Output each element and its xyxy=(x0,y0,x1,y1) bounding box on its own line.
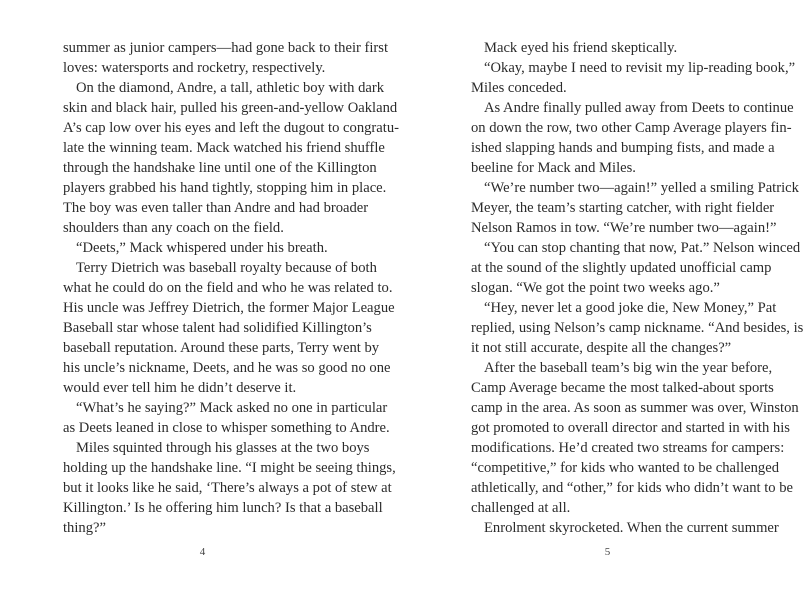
text-line: Miles conceded. xyxy=(471,80,567,96)
text-line: as Deets leaned in close to whisper something to Andre. xyxy=(63,420,390,436)
text-line: baseball reputation. Around these parts, Terry went by xyxy=(63,340,380,356)
right-page xyxy=(405,0,810,589)
text-line: Nelson Ramos in tow. “We’re number two—again!” xyxy=(471,220,777,236)
text-line: holding up the handshake line. “I might be seeing things, xyxy=(63,460,396,476)
page-number: 5 xyxy=(604,546,611,558)
text-line: replied, using Nelson’s camp nickname. “And besides, is xyxy=(471,320,804,336)
text-line: players grabbed his hand tightly, stopping him in place. xyxy=(63,180,387,196)
text-line: “Deets,” Mack whispered under his breath. xyxy=(76,240,328,256)
text-line: “Hey, never let a good joke die, New Money,” Pat xyxy=(484,300,777,316)
text-line: Meyer, the team’s starting catcher, with right fielder xyxy=(471,200,775,216)
text-line: On the diamond, Andre, a tall, athletic boy with dark xyxy=(76,80,385,96)
text-line: Killington.’ Is he offering him lunch? Is that a baseball xyxy=(63,500,383,516)
text-line: shoulders than any coach on the field. xyxy=(63,220,284,236)
left-page-text xyxy=(63,38,399,538)
text-line: modifications. He’d created two streams for campers: xyxy=(471,440,785,456)
text-line: His uncle was Jeffrey Dietrich, the former Major League xyxy=(63,300,395,316)
text-line: “You can stop chanting that now, Pat.” Nelson winced xyxy=(484,240,801,256)
text-line: As Andre finally pulled away from Deets to continue xyxy=(484,100,794,116)
text-line: through the handshake line until one of the Killington xyxy=(63,160,377,176)
text-line: Baseball star whose talent had solidified Killington’s xyxy=(63,320,372,336)
text-line: Terry Dietrich was baseball royalty because of both xyxy=(76,260,377,276)
text-line: Mack eyed his friend skeptically. xyxy=(484,40,678,56)
text-line: skin and black hair, pulled his green-and-yellow Oakland xyxy=(63,100,398,116)
text-line: his uncle’s nickname, Deets, and he was so good no one xyxy=(63,360,391,376)
text-line: “What’s he saying?” Mack asked no one in particular xyxy=(76,400,388,416)
text-line: camp in the area. As soon as summer was over, Winston xyxy=(471,400,799,416)
text-line: Camp Average became the most talked-about sports xyxy=(471,380,774,396)
text-line: “competitive,” for kids who wanted to be challenged xyxy=(471,460,779,476)
text-line: “We’re number two—again!” yelled a smiling Patrick xyxy=(484,180,799,196)
text-line: “Okay, maybe I need to revisit my lip-reading book,” xyxy=(484,60,796,76)
text-line: After the baseball team’s big win the year before, xyxy=(484,360,773,376)
text-line: but it looks like he said, ‘There’s always a pot of stew at xyxy=(63,480,392,496)
text-line: late the winning team. Mack watched his friend shuffle xyxy=(63,140,385,156)
text-line: loves: watersports and rocketry, respectively. xyxy=(63,60,326,76)
text-line: The boy was even taller than Andre and had broader xyxy=(63,200,369,216)
text-line: at the sound of the slightly updated unofficial camp xyxy=(471,260,772,276)
text-line: Enrolment skyrocketed. When the current summer xyxy=(484,520,779,536)
text-line: ished slapping hands and bumping fists, and made a xyxy=(471,140,775,156)
text-line: it not still accurate, despite all the changes?” xyxy=(471,340,732,356)
text-line: summer as junior campers—had gone back to their first xyxy=(63,40,389,56)
text-line: Miles squinted through his glasses at the two boys xyxy=(76,440,370,456)
right-page-text xyxy=(471,38,804,538)
text-line: what he could do on the field and who he was related to. xyxy=(63,280,393,296)
text-line: got promoted to overall director and started in with his xyxy=(471,420,790,436)
text-line: would ever tell him he didn’t deserve it. xyxy=(63,380,297,396)
page-number: 4 xyxy=(199,546,206,558)
text-line: athletically, and “other,” for kids who didn’t want to be xyxy=(471,480,794,496)
text-line: A’s cap low over his eyes and left the dugout to congratu- xyxy=(63,120,399,136)
text-line: on down the row, two other Camp Average players fin- xyxy=(471,120,792,136)
text-line: beeline for Mack and Miles. xyxy=(471,160,636,176)
text-line: slogan. “We got the point two weeks ago.” xyxy=(471,280,720,296)
text-line: challenged at all. xyxy=(471,500,571,516)
text-line: thing?” xyxy=(63,520,106,536)
